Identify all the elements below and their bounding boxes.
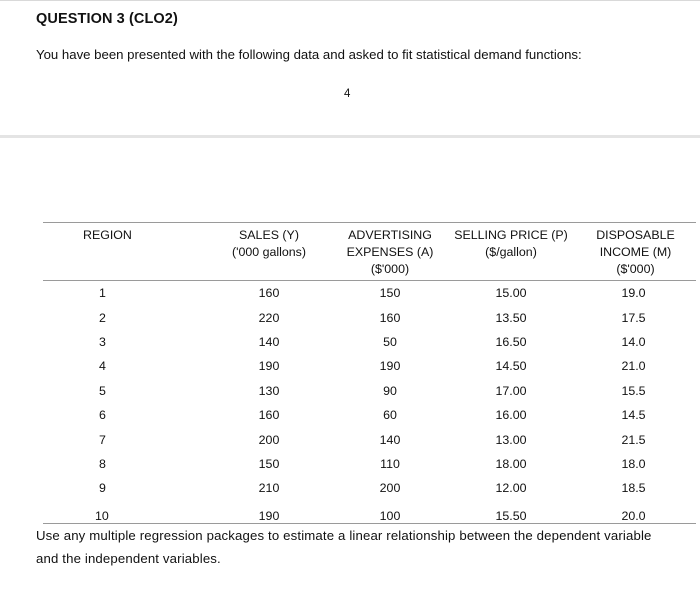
header-row — [43, 223, 696, 281]
cell-selling-price: 13.00 — [495, 432, 527, 447]
cell-region: 6 — [99, 408, 106, 423]
cell-disposable-income: 21.0 — [621, 359, 646, 374]
top-rule — [0, 0, 700, 1]
header-line: ($/gallon) — [485, 245, 537, 259]
cell-disposable-income: 14.5 — [621, 408, 646, 423]
cell-sales: 220 — [258, 310, 280, 325]
cell-region: 10 — [43, 501, 209, 524]
cell-region: 1 — [99, 286, 106, 301]
cell-region: 8 — [99, 456, 106, 471]
cell-advertising: 160 — [379, 310, 401, 325]
table-row — [43, 330, 696, 354]
header-line: EXPENSES (A) — [346, 245, 434, 259]
header-line: SALES (Y) — [239, 228, 299, 242]
cell-selling-price: 16.00 — [495, 408, 527, 423]
header-line: ('000 gallons) — [232, 245, 306, 259]
cell-advertising: 60 — [383, 408, 397, 423]
header-line: ADVERTISING — [348, 228, 432, 242]
cell-sales: 210 — [258, 481, 280, 496]
cell-selling-price: 16.50 — [495, 334, 527, 349]
cell-advertising: 90 — [383, 383, 397, 398]
table-row — [43, 305, 696, 329]
cell-disposable-income: 18.5 — [621, 481, 646, 496]
header-line: ($'000) — [616, 262, 655, 276]
cell-advertising: 100 — [329, 501, 451, 524]
cell-sales: 160 — [258, 408, 280, 423]
cell-disposable-income: 19.0 — [621, 286, 646, 301]
cell-selling-price: 15.50 — [451, 501, 571, 524]
table-row — [43, 354, 696, 378]
cell-sales: 190 — [209, 501, 329, 524]
table-row — [43, 452, 696, 476]
table-row — [43, 476, 696, 500]
cell-advertising: 110 — [380, 456, 400, 471]
cell-advertising: 190 — [379, 359, 401, 374]
cell-sales: 200 — [258, 432, 280, 447]
header-selling-price — [451, 223, 571, 281]
cell-region: 9 — [99, 481, 106, 496]
cell-selling-price: 18.00 — [495, 456, 527, 471]
cell-region: 3 — [99, 334, 106, 349]
header-line: SELLING PRICE (P) — [454, 228, 568, 242]
page-break — [0, 135, 700, 138]
cell-sales: 150 — [258, 456, 280, 471]
cell-sales: 160 — [258, 286, 280, 301]
cell-disposable-income: 15.5 — [621, 383, 646, 398]
cell-selling-price: 17.00 — [495, 383, 527, 398]
header-line: REGION — [83, 228, 132, 242]
cell-region: 5 — [99, 383, 106, 398]
instruction-text: Use any multiple regression packages to estimate a linear relationship between the dependent variable and the independent variables. — [36, 528, 652, 566]
header-sales — [209, 223, 329, 281]
cell-region: 2 — [99, 310, 106, 325]
table-header — [43, 223, 696, 281]
cell-disposable-income: 14.0 — [621, 334, 646, 349]
table-row — [43, 427, 696, 451]
cell-advertising: 50 — [383, 334, 397, 349]
cell-sales: 130 — [258, 383, 280, 398]
header-line: DISPOSABLE — [596, 228, 675, 242]
cell-region: 4 — [99, 359, 106, 374]
table-row — [43, 379, 696, 403]
cell-region: 7 — [99, 432, 106, 447]
page-number: 4 — [344, 88, 351, 100]
header-region — [43, 223, 209, 281]
intro-text: You have been presented with the following data and asked to fit statistical demand functions: — [36, 47, 582, 62]
cell-selling-price: 15.00 — [495, 286, 527, 301]
cell-selling-price: 12.00 — [495, 481, 527, 496]
cell-advertising: 200 — [379, 481, 401, 496]
cell-advertising: 150 — [379, 286, 401, 301]
table-body — [43, 281, 696, 524]
header-disposable-income — [571, 223, 696, 281]
cell-sales: 190 — [258, 359, 280, 374]
cell-sales: 140 — [258, 334, 280, 349]
table-row — [43, 281, 696, 306]
question-heading: QUESTION 3 (CLO2) — [36, 11, 178, 27]
cell-disposable-income: 17.5 — [621, 310, 646, 325]
header-line: INCOME (M) — [599, 245, 672, 259]
cell-advertising: 140 — [379, 432, 401, 447]
cell-selling-price: 14.50 — [495, 359, 527, 374]
cell-disposable-income: 18.0 — [621, 456, 646, 471]
cell-selling-price: 13.50 — [495, 310, 527, 325]
data-table — [43, 222, 696, 524]
table-row — [43, 501, 696, 524]
table-row — [43, 403, 696, 427]
header-advertising — [329, 223, 451, 281]
cell-disposable-income: 20.0 — [571, 501, 696, 524]
header-line: ($'000) — [370, 262, 410, 276]
cell-disposable-income: 21.5 — [621, 432, 646, 447]
